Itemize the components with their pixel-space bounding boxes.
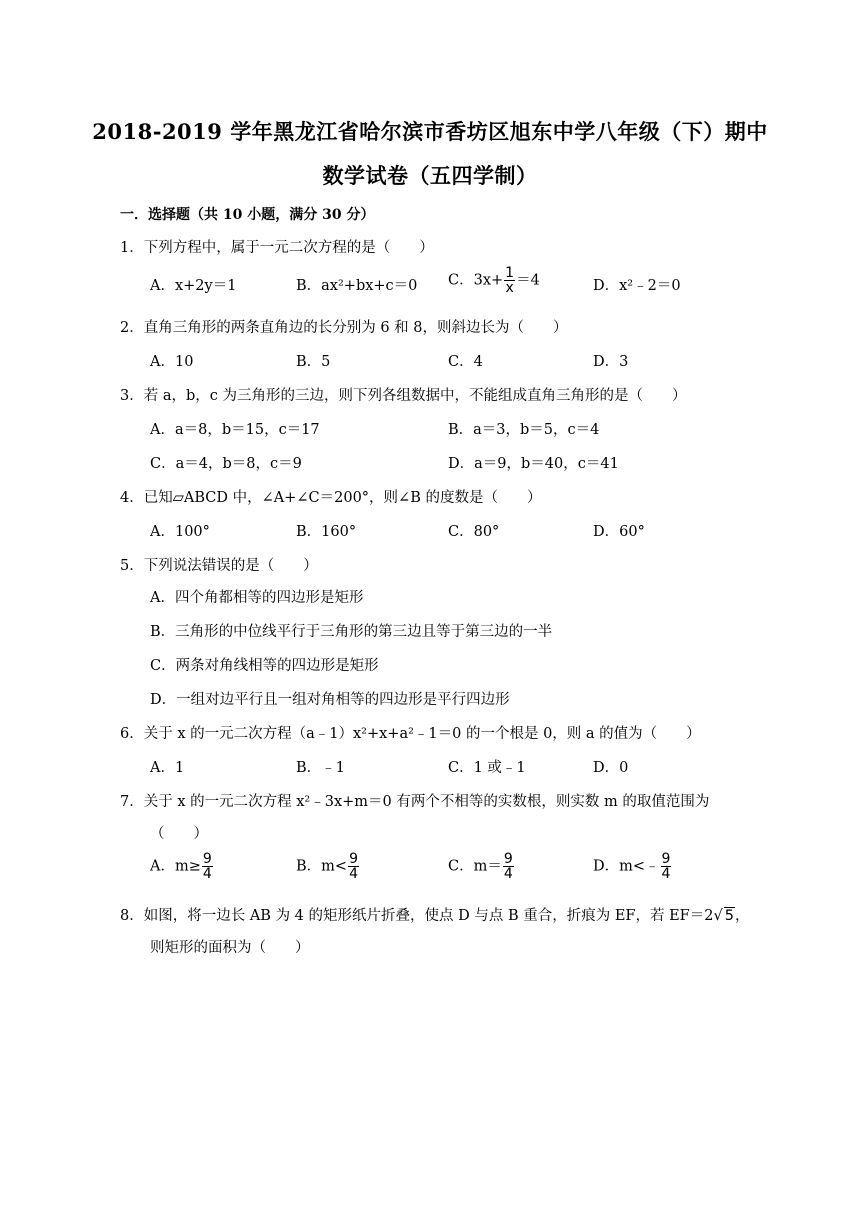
q3-option-a: A．a＝8，b＝15，c＝17 (150, 422, 320, 438)
q1-option-c-prefix: C．3x+ (448, 272, 504, 289)
section-heading: 一．选择题（共 10 小题，满分 30 分） (120, 207, 375, 223)
q6-option-d: D．0 (593, 760, 629, 776)
fraction-numerator: 9 (503, 851, 513, 867)
q5-option-a: A．四个角都相等的四边形是矩形 (150, 590, 364, 606)
fraction-numerator: 1 (505, 265, 515, 281)
q4-option-c: C．80° (448, 524, 500, 540)
q7-option-d (593, 852, 672, 881)
fraction-denominator: 4 (202, 866, 212, 882)
q5-stem: 5．下列说法错误的是（ ） (120, 558, 318, 574)
q4-option-d: D．60° (593, 524, 645, 540)
q5-option-d: D．一组对边平行且一组对角相等的四边形是平行四边形 (150, 692, 510, 708)
q2-option-a: A．10 (150, 354, 194, 370)
q8-stem-text: 8．如图，将一边长 AB 为 4 的矩形纸片折叠，使点 D 与点 B 重合，折痕为 EF，若 EF＝2 (120, 908, 714, 924)
q2-option-d: D．3 (593, 354, 629, 370)
q8-stem-continuation: 则矩形的面积为（ ） (150, 940, 310, 956)
q2-stem: 2．直角三角形的两条直角边的长分别为 6 和 8，则斜边长为（ ） (120, 320, 568, 336)
exam-title-line2: 数学试卷（五四学制） (322, 163, 538, 188)
fraction-numerator: 9 (661, 851, 671, 867)
q8-stem-comma: ， (734, 908, 750, 924)
q3-option-b: B．a＝3，b＝5，c＝4 (448, 422, 600, 438)
q1-option-c-suffix: ＝4 (516, 272, 540, 289)
sqrt-sign: √ (713, 908, 723, 924)
q6-option-a: A．1 (150, 760, 185, 776)
q2-option-b: B．5 (296, 354, 331, 370)
q8-stem (120, 904, 749, 925)
q3-stem: 3．若 a，b，c 为三角形的三边，则下列各组数据中，不能组成直角三角形的是（ ） (120, 388, 687, 404)
q7-option-c-fraction (503, 852, 514, 881)
q4-stem: 4．已知▱ABCD 中，∠A+∠C＝200°，则∠B 的度数是（ ） (120, 490, 542, 506)
q7-option-d-fraction (661, 852, 672, 881)
q1-option-c (448, 266, 540, 295)
fraction-denominator: 4 (503, 866, 513, 882)
fraction-numerator: 9 (202, 851, 212, 867)
q1-option-c-fraction (504, 266, 515, 295)
q4-option-a: A．100° (150, 524, 210, 540)
exam-title-line1: 2018-2019 学年黑龙江省哈尔滨市香坊区旭东中学八年级（下）期中 (92, 119, 768, 144)
sqrt-radicand: 5 (724, 908, 734, 924)
q7-option-c-prefix: C．m＝ (448, 858, 502, 875)
q7-option-b (296, 852, 360, 881)
q3-option-d: D．a＝9，b＝40，c＝41 (448, 456, 619, 472)
q6-option-c: C．1 或﹣1 (448, 760, 526, 776)
q6-stem: 6．关于 x 的一元二次方程（a﹣1）x²+x+a²﹣1＝0 的一个根是 0，则 a 的值为（ ） (120, 726, 701, 742)
q6-option-b: B．﹣1 (296, 760, 345, 776)
q5-option-b: B．三角形的中位线平行于三角形的第三边且等于第三边的一半 (150, 624, 553, 640)
q7-option-c (448, 852, 515, 881)
q7-option-a (150, 852, 214, 881)
q7-option-d-prefix: D．m<﹣ (593, 858, 660, 875)
q2-option-c: C．4 (448, 354, 483, 370)
q7-stem: 7．关于 x 的一元二次方程 x²﹣3x+m＝0 有两个不相等的实数根，则实数 m 的取值范围为 (120, 794, 710, 810)
fraction-denominator: x (505, 280, 514, 296)
q3-option-c: C．a＝4，b＝8，c＝9 (150, 456, 302, 472)
q7-stem-continuation: （ ） (150, 826, 208, 842)
q7-option-b-fraction (348, 852, 359, 881)
q7-option-a-prefix: A．m≥ (150, 858, 201, 875)
fraction-denominator: 4 (661, 866, 671, 882)
q4-option-b: B．160° (296, 524, 357, 540)
fraction-denominator: 4 (349, 866, 358, 882)
q5-option-c: C．两条对角线相等的四边形是矩形 (150, 658, 379, 674)
fraction-numerator: 9 (349, 851, 358, 867)
q1-option-d: D．x²﹣2＝0 (593, 278, 681, 294)
q7-option-b-prefix: B．m< (296, 858, 348, 875)
q1-option-b: B．ax²+bx+c＝0 (296, 278, 418, 294)
q1-stem: 1．下列方程中，属于一元二次方程的是（ ） (120, 240, 434, 256)
q1-option-a: A．x+2y＝1 (150, 278, 237, 294)
q7-option-a-fraction (202, 852, 213, 881)
